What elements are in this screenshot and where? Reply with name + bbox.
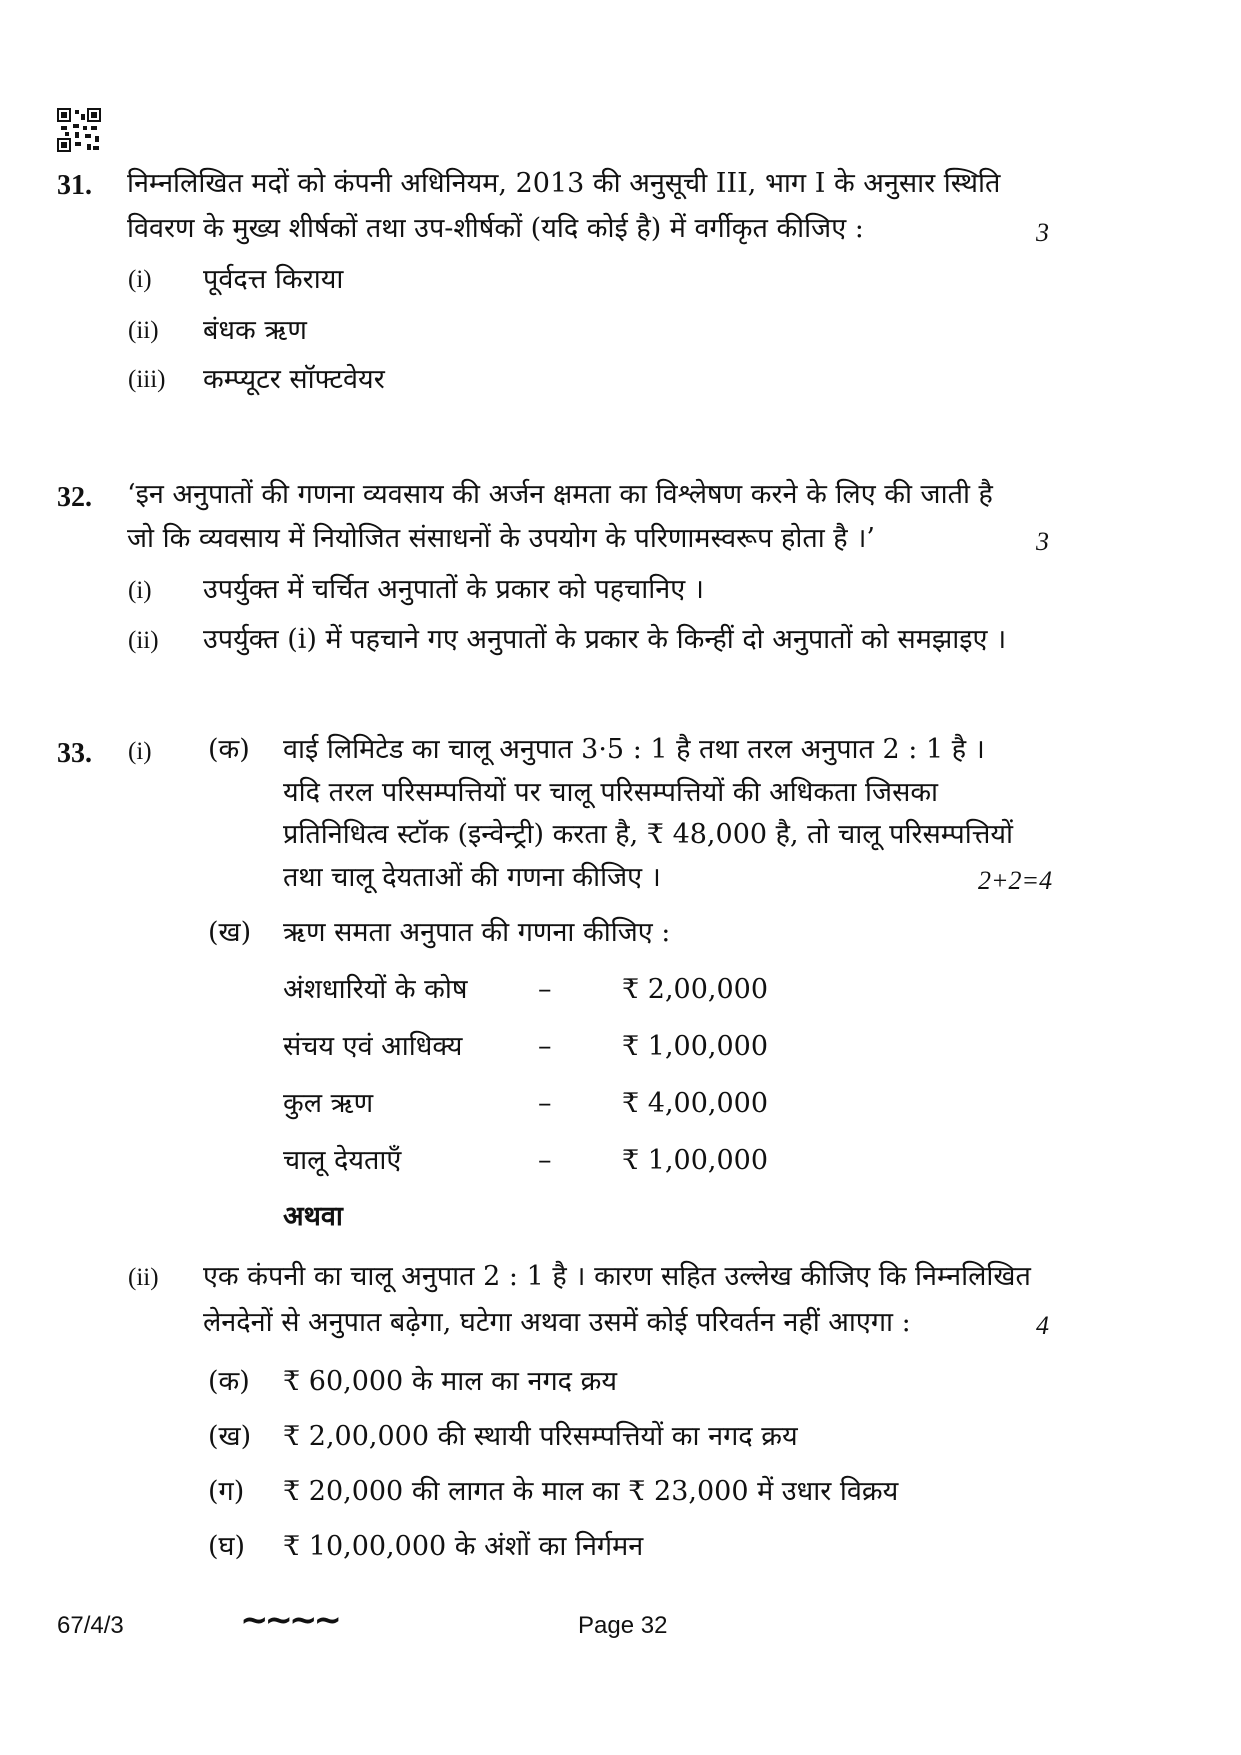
part-label: (i)	[128, 738, 152, 765]
table-amount: ₹ 1,00,000	[622, 1145, 768, 1176]
subpart-label: (ख)	[208, 917, 252, 948]
table-item: संचय एवं आधिक्य	[283, 1031, 463, 1062]
item-text: कम्प्यूटर सॉफ्टवेयर	[203, 364, 385, 395]
table-item: कुल ऋण	[283, 1088, 374, 1119]
item-label: (iii)	[128, 366, 166, 393]
table-dash: –	[538, 1088, 552, 1119]
item-text: ₹ 10,00,000 के अंशों का निर्गमन	[283, 1531, 644, 1562]
subpart-label: (ग)	[208, 1476, 245, 1507]
marks: 4	[1036, 1311, 1049, 1340]
item-text: पूर्वदत्त किराया	[203, 264, 344, 295]
table-amount: ₹ 4,00,000	[622, 1088, 768, 1119]
item-text: ₹ 60,000 के माल का नगद क्रय	[283, 1366, 617, 1397]
question-text: एक कंपनी का चालू अनुपात 2 : 1 है । कारण सहित उल्लेख कीजिए कि निम्नलिखित	[203, 1261, 1031, 1292]
table-amount: ₹ 1,00,000	[622, 1031, 768, 1062]
question-number: 31.	[57, 170, 92, 201]
subpart-label: (क)	[208, 1366, 250, 1397]
question-text: ऋण समता अनुपात की गणना कीजिए :	[283, 917, 671, 948]
item-text: ₹ 2,00,000 की स्थायी परिसम्पत्तियों का नगद क्रय	[283, 1421, 798, 1452]
item-label: (i)	[128, 266, 152, 293]
table-item: अंशधारियों के कोष	[283, 974, 468, 1005]
item-label: (ii)	[128, 627, 159, 654]
item-label: (ii)	[128, 317, 159, 344]
marks: 3	[1036, 527, 1049, 556]
table-amount: ₹ 2,00,000	[622, 974, 768, 1005]
question-text: तथा चालू देयताओं की गणना कीजिए ।	[283, 862, 661, 893]
question-text: निम्नलिखित मदों को कंपनी अधिनियम, 2013 की अनुसूची III, भाग I के अनुसार स्थिति	[127, 168, 1001, 199]
or-heading: अथवा	[283, 1201, 343, 1232]
table-dash: –	[538, 1031, 552, 1062]
item-text: ₹ 20,000 की लागत के माल का ₹ 23,000 में उधार विक्रय	[283, 1476, 899, 1507]
question-text: लेनदेनों से अनुपात बढ़ेगा, घटेगा अथवा उसमें कोई परिवर्तन नहीं आएगा :	[203, 1307, 911, 1338]
qr-code-icon	[57, 108, 101, 152]
item-text: उपर्युक्त (i) में पहचाने गए अनुपातों के प्रकार के किन्हीं दो अनुपातों को समझाइए ।	[203, 624, 1007, 655]
part-label: (ii)	[128, 1264, 159, 1291]
question-text: ‘इन अनुपातों की गणना व्यवसाय की अर्जन क्षमता का विश्लेषण करने के लिए की जाती है	[127, 479, 993, 510]
table-dash: –	[538, 974, 552, 1005]
marks: 3	[1036, 218, 1049, 247]
item-label: (i)	[128, 577, 152, 604]
table-item: चालू देयताएँ	[283, 1145, 402, 1176]
tilde-ornament: ~~~~	[240, 1600, 338, 1640]
page-number: Page 32	[578, 1612, 668, 1639]
question-text: यदि तरल परिसम्पत्तियों पर चालू परिसम्पत्तियों की अधिकता जिसका	[283, 777, 939, 808]
question-text: विवरण के मुख्य शीर्षकों तथा उप-शीर्षकों (यदि कोई है) में वर्गीकृत कीजिए :	[127, 213, 864, 244]
question-number: 32.	[57, 482, 92, 513]
question-text: प्रतिनिधित्व स्टॉक (इन्वेन्ट्री) करता है, ₹ 48,000 है, तो चालू परिसम्पत्तियों	[283, 819, 1013, 850]
table-dash: –	[538, 1145, 552, 1176]
question-text: जो कि व्यवसाय में नियोजित संसाधनों के उपयोग के परिणामस्वरूप होता है ।’	[127, 523, 876, 554]
subpart-label: (ख)	[208, 1421, 252, 1452]
question-text: वाई लिमिटेड का चालू अनुपात 3·5 : 1 है तथा तरल अनुपात 2 : 1 है ।	[283, 734, 985, 765]
paper-code: 67/4/3	[57, 1612, 124, 1639]
question-number: 33.	[57, 738, 92, 769]
item-text: बंधक ऋण	[203, 315, 307, 346]
subpart-label: (घ)	[208, 1531, 246, 1562]
marks: 2+2=4	[978, 866, 1053, 895]
subpart-label: (क)	[208, 734, 250, 765]
item-text: उपर्युक्त में चर्चित अनुपातों के प्रकार को पहचानिए ।	[203, 574, 705, 605]
